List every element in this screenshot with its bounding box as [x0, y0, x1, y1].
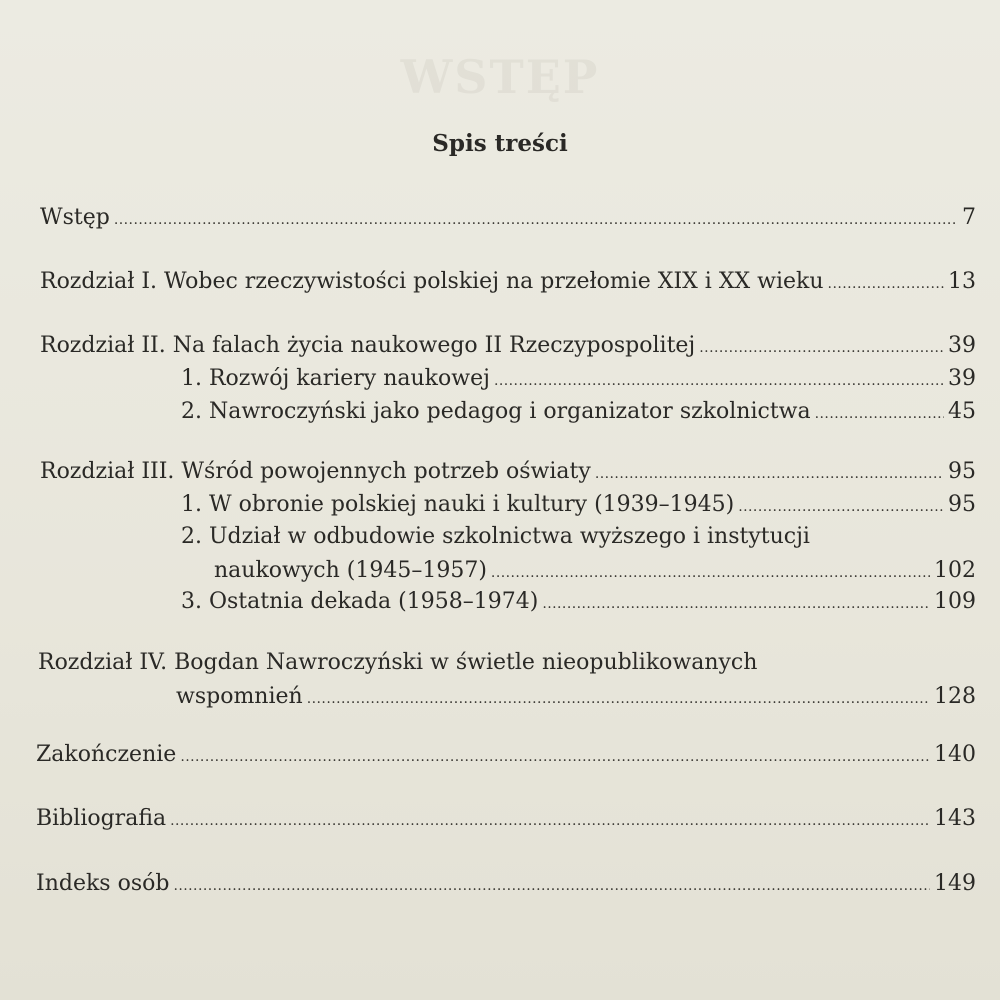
- toc-subentry-3-1: [181, 488, 976, 524]
- dot-leader: [173, 867, 930, 903]
- dot-leader: [815, 395, 944, 431]
- entry-page: 128: [934, 684, 976, 709]
- dot-leader: [828, 265, 944, 301]
- toc-entry-chapter-1: [40, 265, 976, 301]
- show-through-heading: WSTĘP: [400, 50, 600, 104]
- toc-subentry-2-2: [181, 395, 976, 431]
- toc-entry-index: [36, 867, 976, 903]
- entry-title-line2: wspomnień: [176, 684, 303, 709]
- toc-entry-bibliography: [36, 802, 976, 838]
- toc-subentry-2-1: [181, 362, 976, 398]
- entry-title: 2. Nawroczyński jako pedagog i organizator szkolnictwa: [181, 399, 811, 424]
- entry-page: 109: [934, 589, 976, 614]
- entry-page: 95: [948, 492, 976, 517]
- entry-page: 149: [934, 871, 976, 896]
- toc-entry-chapter-4: [38, 646, 976, 716]
- entry-page: 13: [948, 269, 976, 294]
- entry-title-line2: naukowych (1945–1957): [214, 558, 487, 583]
- toc-subentry-3-2: [181, 520, 976, 590]
- dot-leader: [180, 738, 930, 774]
- dot-leader: [114, 201, 958, 237]
- entry-page: 102: [934, 558, 976, 583]
- entry-page: 95: [948, 459, 976, 484]
- entry-page: 7: [962, 205, 976, 230]
- entry-title: Bibliografia: [36, 806, 167, 831]
- entry-title: 1. W obronie polskiej nauki i kultury (1939–1945): [181, 492, 735, 517]
- entry-page: 140: [934, 742, 976, 767]
- entry-title-line1: Rozdział IV. Bogdan Nawroczyński w świetle nieopublikowanych: [38, 650, 758, 675]
- dot-leader: [494, 362, 944, 398]
- entry-title: Rozdział I. Wobec rzeczywistości polskiej na przełomie XIX i XX wieku: [40, 269, 824, 294]
- entry-title: Rozdział III. Wśród powojennych potrzeb oświaty: [40, 459, 591, 484]
- entry-page: 39: [948, 366, 976, 391]
- entry-title-line1: 2. Udział w odbudowie szkolnictwa wyższego i instytucji: [181, 524, 810, 549]
- dot-leader: [699, 329, 944, 365]
- entry-page: 143: [934, 806, 976, 831]
- toc-title: Spis treści: [432, 130, 568, 157]
- entry-title: 3. Ostatnia dekada (1958–1974): [181, 589, 539, 614]
- entry-page: 39: [948, 333, 976, 358]
- dot-leader: [307, 680, 930, 716]
- dot-leader: [595, 455, 944, 491]
- entry-title: Zakończenie: [36, 742, 177, 767]
- dot-leader: [738, 488, 944, 524]
- toc-entry-chapter-2: [40, 329, 976, 365]
- toc-subentry-3-3: [181, 585, 976, 621]
- toc-entry-wstep: [40, 201, 976, 237]
- dot-leader: [170, 802, 930, 838]
- entry-title: 1. Rozwój kariery naukowej: [181, 366, 490, 391]
- entry-page: 45: [948, 399, 976, 424]
- dot-leader: [542, 585, 930, 621]
- toc-entry-chapter-3: [40, 455, 976, 491]
- toc-entry-conclusion: [36, 738, 976, 774]
- entry-title: Wstęp: [40, 205, 110, 230]
- entry-title: Indeks osób: [36, 871, 170, 896]
- entry-title: Rozdział II. Na falach życia naukowego II Rzeczypospolitej: [40, 333, 696, 358]
